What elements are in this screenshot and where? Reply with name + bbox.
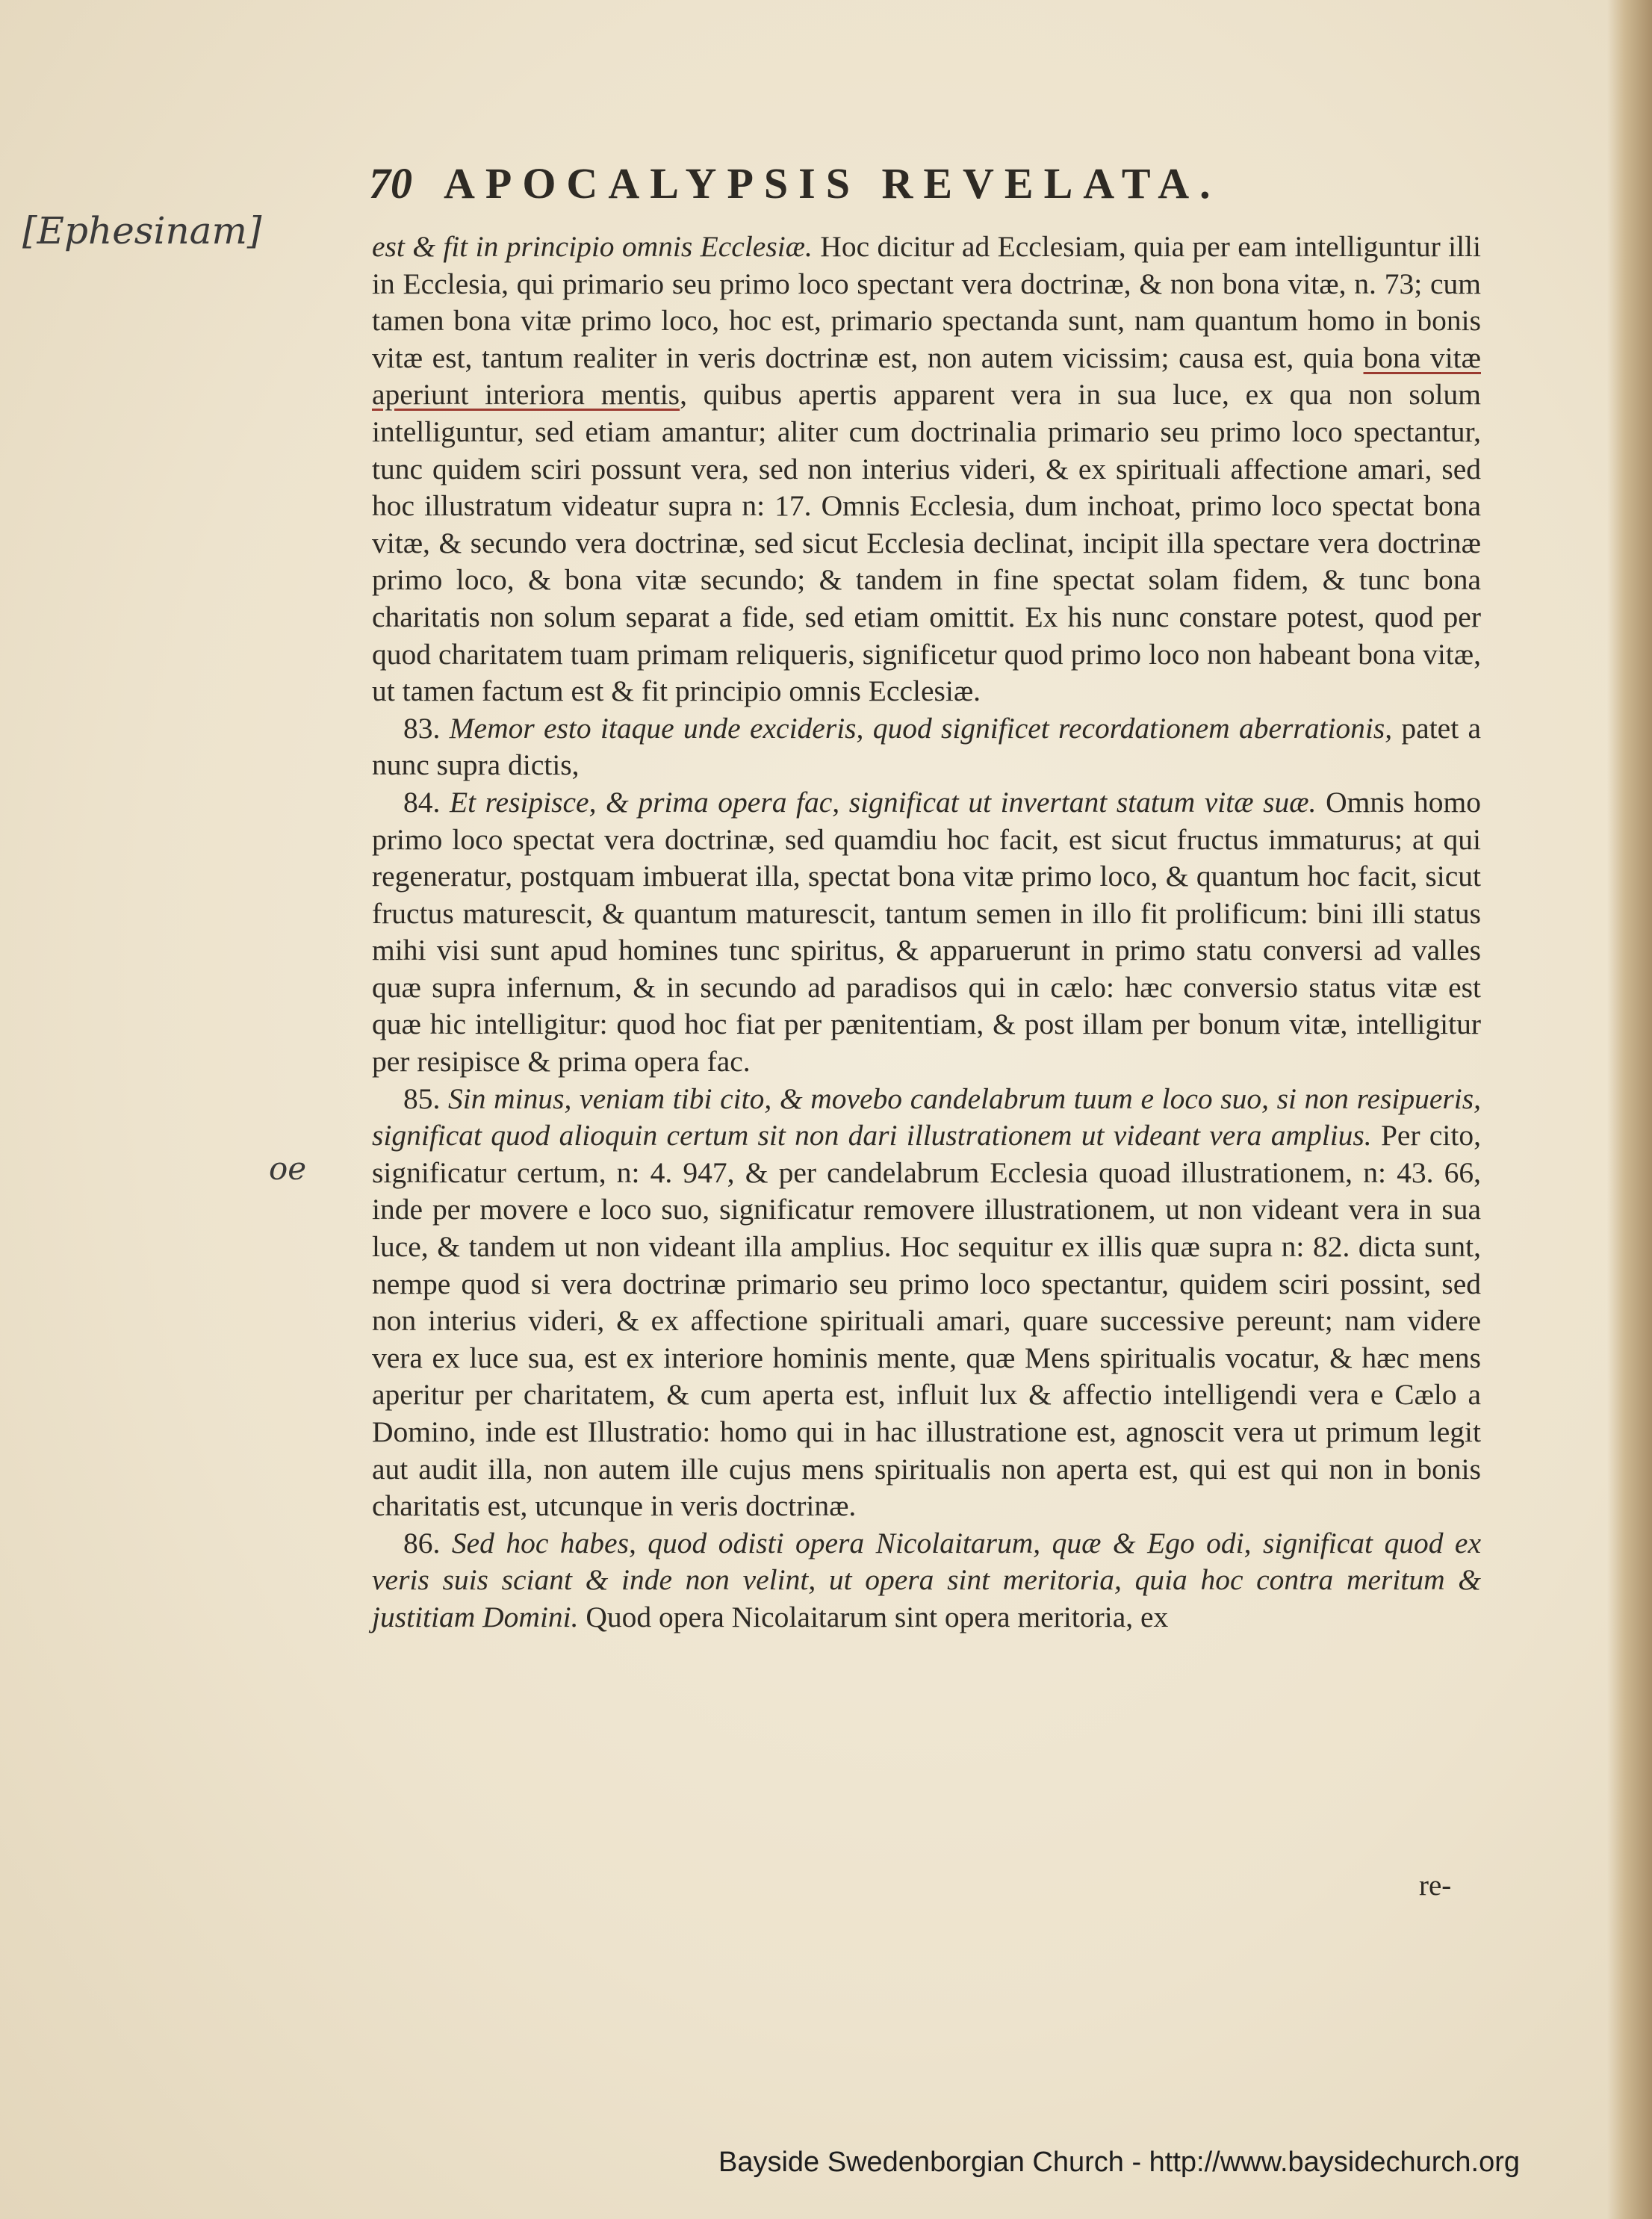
paragraph-text: , quibus apertis apparent vera in sua luce, ex qua non solum intelliguntur, sed etiam amantur; aliter cum doctrinalia primario seu primo loco spectantur, tunc quidem sciri possunt vera, sed non interius videri, & ex spirituali affectione amari, sed hoc illustratum videatur supra n: 17. Omnis Ecclesia, dum inchoat, primo loco spectat bona vitæ, & secundo vera doctrinæ, sed sicut Ecclesia declinat, incipit illa spectare vera doctrinæ primo loco, & bona vitæ secundo; & tandem in fine spectat solam fidem, & tunc bona charitatis non solum separat a fide, sed etiam omittit. Ex his nunc constare potest, quod per quod charitatem tuam primam reliqueris, significetur quod primo loco non habeant bona vitæ, ut tamen factum est & fit principio omnis Ecclesiæ.	[372, 378, 1481, 708]
paragraph-85	[372, 1081, 1481, 1525]
paragraph-86	[372, 1525, 1481, 1636]
paragraph-text: Hoc dicitur ad Ecclesiam, quia per eam intelliguntur illi in Ecclesia, qui primario seu primo loco spectant vera doctrinæ, & non bona vitæ, n. 73; cum tamen bona vitæ primo loco, hoc est, primario spectanda sunt, nam quantum homo in bonis vitæ est, tantum realiter in veris doctrinæ est, non autem vicissim; causa est, quia	[372, 230, 1481, 374]
paragraph-italic-lead: Sed hoc habes, quod odisti opera Nicolaitarum, quæ & Ego odi, significat quod ex veris suis sciant & inde non velint, ut opera sint meritoria, quia hoc contra meritum & justitiam Domini.	[372, 1526, 1481, 1633]
paragraph-number: 86.	[403, 1526, 441, 1559]
margin-note-ephesinam: [Ephesinam]	[22, 209, 262, 252]
paragraph-text: Omnis homo primo loco spectat vera doctrinæ, sed quamdiu hoc facit, est sicut fructus immaturus; at qui regeneratur, postquam imbuerat illa, spectat bona vitæ primo loco, & quantum hoc facit, sicut fructus maturescit, & quantum maturescit, tantum semen in illo fit prolificum: bini illi status mihi visi sunt apud homines tunc spiritus, & apparuerunt in primo statu conversi ad valles quæ supra infernum, & in secundo ad paradisos qui in cælo: hæc conversio status vitæ est quæ hic intelligitur: quod hoc fiat per pænitentiam, & post illam per bonum vitæ, intelligitur per resipisce & prima opera fac.	[372, 785, 1481, 1079]
paragraph-text: Per cito, significatur certum, n: 4. 947, & per candelabrum Ecclesia quoad illustrationem, n: 43. 66, inde per movere e loco suo, significatur removere illustrationem, ut non videant vera in sua luce, & tandem ut non videant illa amplius. Hoc sequitur ex illis quæ supra n: 82. dicta sunt, nempe quod si vera doctrinæ primario seu primo loco spectantur, quidem sciri possint, sed non interius videri, & ex affectione spirituali amari, quare successive pereunt; nam videre vera ex luce sua, est ex interiore hominis mente, quæ Mens spiritualis vocatur, & hæc mens aperitur per charitatem, & cum aperta est, influit lux & affectio intelligendi vera e Cælo a Domino, inde est Illustratio: homo qui in hac illustratione est, agnoscit vera ut primum legit aut audit illa, non autem ille cujus mens spiritualis non aperta est, qui est qui non in bonis charitatis est, utcunque in veris doctrinæ.	[372, 1119, 1482, 1523]
page-edge-shadow	[1607, 0, 1652, 2219]
paragraph-number: 85.	[403, 1081, 441, 1115]
paragraph-84	[372, 784, 1481, 1081]
paragraph-italic-lead: est & fit in principio omnis Ecclesiæ.	[372, 230, 813, 263]
paragraph-italic-lead: Et resipisce, & prima opera fac, significat ut invertant statum vitæ suæ.	[440, 785, 1317, 819]
paragraph-italic-lead: Sin minus, veniam tibi cito, & movebo candelabrum tuum e loco suo, si non resipueris, significat quod alioquin certum sit non dari illustrationem ut videant vera amplius.	[372, 1081, 1481, 1152]
paragraph-italic-lead: Memor esto itaque unde excideris, quod significet recordationem aberrationis,	[440, 711, 1393, 745]
paragraph-83	[372, 710, 1481, 784]
page-number: 70	[369, 159, 412, 208]
paragraph-number: 84.	[403, 785, 441, 819]
body-text	[372, 229, 1481, 1636]
underlined-phrase: bona vitæ aperiunt interiora mentis	[372, 341, 1481, 412]
watermark-text: Bayside Swedenborgian Church - http://www.baysidechurch.org	[718, 2147, 1521, 2178]
catchword: re-	[1419, 1869, 1452, 1902]
page-header	[369, 157, 1429, 217]
paragraph-number: 83.	[403, 711, 441, 745]
running-head: APOCALYPSIS REVELATA.	[444, 159, 1221, 208]
margin-note-oe: oe	[269, 1150, 307, 1187]
paragraph-text: Quod opera Nicolaitarum sint opera meritoria, ex	[578, 1600, 1169, 1633]
paragraph-text: patet a nunc supra dictis,	[372, 711, 1481, 782]
paragraph-intro	[372, 229, 1481, 710]
